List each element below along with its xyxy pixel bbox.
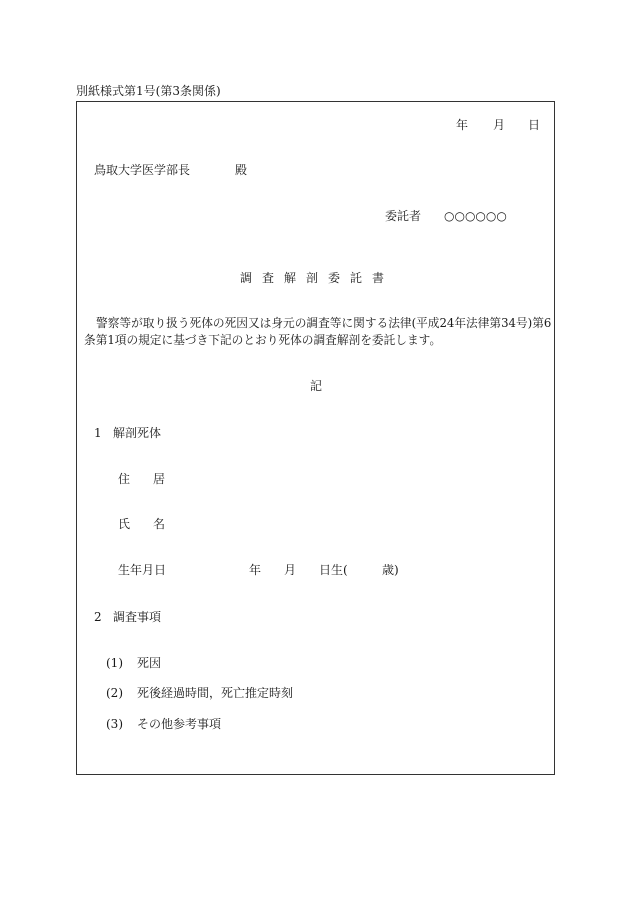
- title-char: 査: [262, 271, 275, 285]
- item-text: 死因: [137, 656, 162, 670]
- body-line-1: 警察等が取り扱う死体の死因又は身元の調査等に関する法律(平成24年法律第34号)第6: [96, 316, 552, 330]
- section1-heading: 解剖死体: [113, 426, 162, 440]
- title-char: 解: [284, 271, 297, 285]
- entruster-value: ○○○○○○: [444, 209, 507, 223]
- item-number: (3): [106, 717, 123, 731]
- title-char: 調: [240, 271, 253, 285]
- name-label-char: 名: [153, 517, 166, 531]
- body-line-2: 条第1項の規定に基づき下記のとおり死体の調査解剖を委託します。: [84, 333, 442, 347]
- section2-number: 2: [94, 610, 102, 624]
- birth-month-label: 月: [284, 563, 297, 577]
- item-number: (2): [106, 686, 123, 700]
- birth-year-label: 年: [249, 563, 262, 577]
- birth-label: 生年月日: [118, 563, 167, 577]
- document-title: [240, 272, 386, 284]
- date-day-label: 日: [528, 118, 541, 132]
- title-char: 書: [372, 271, 385, 285]
- item-number: (1): [106, 656, 123, 670]
- address-label-char: 住: [118, 472, 131, 486]
- birth-day-label: 日生(: [319, 563, 348, 577]
- title-char: 委: [328, 271, 341, 285]
- section1-number: 1: [94, 426, 102, 440]
- date-month-label: 月: [493, 118, 506, 132]
- address-label-char: 居: [153, 472, 166, 486]
- addressee-honorific: 殿: [235, 163, 248, 177]
- title-char: 剖: [306, 271, 319, 285]
- item-text: その他参考事項: [137, 717, 222, 731]
- entruster-label: 委託者: [385, 209, 422, 223]
- form-label: 別紙様式第1号(第3条関係): [76, 84, 221, 98]
- item-text: 死後経過時間，死亡推定時刻: [137, 686, 294, 700]
- birth-age-label: 歳): [382, 563, 399, 577]
- name-label-char: 氏: [118, 517, 131, 531]
- section2-heading: 調査事項: [113, 610, 162, 624]
- date-year-label: 年: [456, 118, 469, 132]
- ki-label: 記: [310, 379, 323, 393]
- addressee-name: 鳥取大学医学部長: [94, 163, 191, 177]
- title-char: 託: [350, 271, 363, 285]
